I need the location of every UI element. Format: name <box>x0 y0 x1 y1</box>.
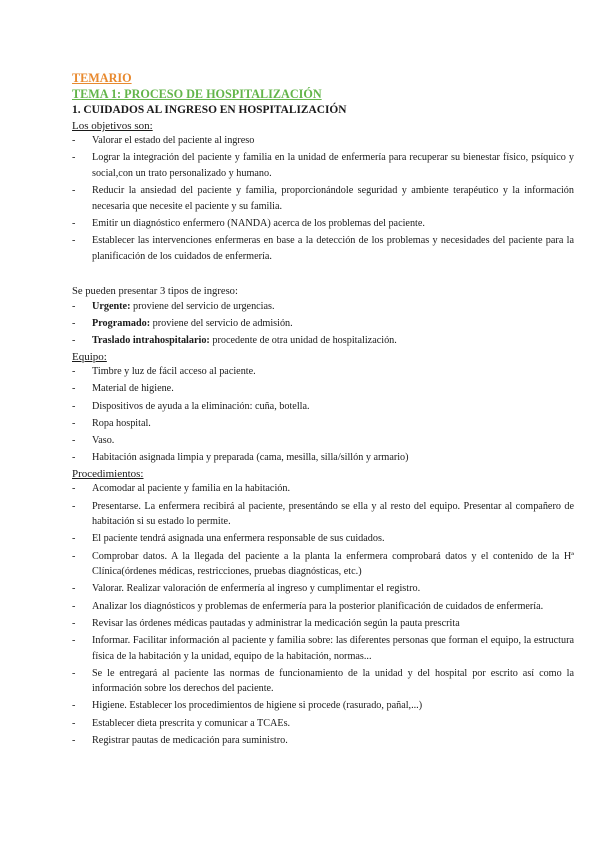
list-item <box>72 381 574 397</box>
list-item-text: Lograr la integración del paciente y familia en la unidad de enfermería para recuperar su bienestar físico, psíquico y social,con un trato personalizado y humano. <box>92 152 574 179</box>
tipo-text: proviene del servicio de urgencias. <box>130 300 275 312</box>
list-item <box>72 450 574 466</box>
dash-bullet: - <box>72 734 76 746</box>
dash-bullet: - <box>72 184 76 196</box>
dash-bullet: - <box>72 317 76 329</box>
list-item-text: Establecer dieta prescrita y comunicar a TCAEs. <box>92 717 291 729</box>
dash-bullet: - <box>72 383 76 395</box>
list-item <box>72 666 574 697</box>
tipo-label: Urgente: <box>92 300 131 312</box>
dash-bullet: - <box>72 452 76 464</box>
list-item <box>72 499 574 530</box>
dash-bullet: - <box>72 550 76 562</box>
tipo-text: proviene del servicio de admisión. <box>150 317 293 329</box>
dash-bullet: - <box>72 435 76 447</box>
dash-bullet: - <box>72 335 76 347</box>
list-item-text: Registrar pautas de medicación para suministro. <box>92 734 288 746</box>
dash-bullet: - <box>72 700 76 712</box>
list-item <box>72 364 574 380</box>
list-item-text: Ropa hospital. <box>92 417 151 429</box>
list-item <box>72 531 574 547</box>
tipo-label: Traslado intrahospitalario: <box>92 335 210 347</box>
list-item <box>72 216 574 232</box>
list-item <box>72 433 574 449</box>
list-item-text: Se le entregará al paciente las normas de funcionamiento de la unidad y del hospital por escrito así como la información sobre los derechos del paciente. <box>92 667 574 695</box>
list-item <box>72 333 574 349</box>
dash-bullet: - <box>72 667 76 679</box>
list-item-text: Vaso. <box>92 435 115 447</box>
tipo-text: procedente de otra unidad de hospitalización. <box>209 335 397 347</box>
list-item <box>72 633 574 664</box>
list-item-text: Valorar el estado del paciente al ingreso <box>92 135 255 146</box>
dash-bullet: - <box>72 600 76 612</box>
list-item <box>72 549 574 580</box>
list-item-text: Acomodar al paciente y familia en la habitación. <box>92 483 291 495</box>
list-item <box>72 599 574 615</box>
list-item <box>72 581 574 597</box>
list-item-text: Informar. Facilitar información al paciente y familia sobre: las diferentes personas que forman el equipo, la estructura física de la habitación y la unidad, equipo de la habitación, normas... <box>92 634 574 662</box>
list-item-text: Valorar. Realizar valoración de enfermería al ingreso y cumplimentar el registro. <box>92 583 421 595</box>
list-item-text: Reducir la ansiedad del paciente y familia, proporcionándole seguridad y ambiente terapéutico y la información necesaria que necesite el paciente y su familia. <box>92 184 574 212</box>
list-item-text: Presentarse. La enfermera recibirá al paciente, presentándo se ella y al resto del equipo. Presentar al compañero de habitación si su estado lo permite. <box>92 500 574 528</box>
dash-bullet: - <box>72 483 76 495</box>
objetivos-heading: Los objetivos son: <box>72 120 153 132</box>
dash-bullet: - <box>72 617 76 629</box>
list-item <box>72 481 574 497</box>
list-item <box>72 416 574 432</box>
tipos-intro: Se pueden presentar 3 tipos de ingreso: <box>72 285 238 297</box>
list-item-text: Higiene. Establecer los procedimientos de higiene si procede (rasurado, pañal,...) <box>92 700 423 712</box>
list-item-text: Analizar los diagnósticos y problemas de enfermería para la posterior planificación de cuidados de enfermería. <box>92 600 544 612</box>
list-item <box>72 316 574 332</box>
dash-bullet: - <box>72 500 76 512</box>
list-item-text: Establecer las intervenciones enfermeras en base a la detección de los problemas y necesidades del paciente para la planificación de los cuidados de enfermería. <box>92 234 574 262</box>
dash-bullet: - <box>72 417 76 429</box>
dash-bullet: - <box>72 583 76 595</box>
dash-bullet: - <box>72 533 76 545</box>
dash-bullet: - <box>72 300 76 312</box>
list-item-text: Emitir un diagnóstico enfermero (NANDA) acerca de los problemas del paciente. <box>92 217 425 229</box>
list-item <box>72 133 574 149</box>
dash-bullet: - <box>72 634 76 646</box>
list-item <box>72 616 574 632</box>
dash-bullet: - <box>72 234 76 246</box>
list-item <box>72 399 574 415</box>
procedimientos-list <box>72 481 574 748</box>
list-item-text: Material de higiene. <box>92 383 174 395</box>
dash-bullet: - <box>72 152 76 164</box>
objetivos-list <box>72 133 574 264</box>
dash-bullet: - <box>72 400 76 412</box>
list-item <box>72 716 574 732</box>
temario-heading: TEMARIO <box>72 71 132 85</box>
tipos-list <box>72 299 574 349</box>
list-item <box>72 698 574 714</box>
list-item <box>72 299 574 315</box>
dash-bullet: - <box>72 135 76 146</box>
list-item <box>72 150 574 181</box>
list-item-text: Timbre y luz de fácil acceso al paciente. <box>92 366 256 378</box>
procedimientos-heading: Procedimientos: <box>72 468 144 481</box>
list-item <box>72 183 574 214</box>
dash-bullet: - <box>72 217 76 229</box>
section-heading: 1. CUIDADOS AL INGRESO EN HOSPITALIZACIÓN <box>72 104 347 116</box>
list-item-text: Comprobar datos. A la llegada del paciente a la planta la enfermera comprobará datos y el contenido de la Hª Clínica(órdenes médicas, restricciones, pruebas diagnósticas, etc.) <box>92 550 574 578</box>
list-item-text: Dispositivos de ayuda a la eliminación: cuña, botella. <box>92 400 310 412</box>
list-item <box>72 233 574 264</box>
list-item-text: Habitación asignada limpia y preparada (cama, mesilla, silla/sillón y armario) <box>92 452 409 464</box>
tema-heading: TEMA 1: PROCESO DE HOSPITALIZACIÓN <box>72 87 322 101</box>
list-item-text: El paciente tendrá asignada una enfermera responsable de sus cuidados. <box>92 533 385 545</box>
dash-bullet: - <box>72 366 76 378</box>
equipo-heading: Equipo: <box>72 351 107 364</box>
list-item <box>72 733 574 749</box>
list-item-text: Revisar las órdenes médicas pautadas y administrar la medicación según la pauta prescrita <box>92 617 460 629</box>
tipo-label: Programado: <box>92 317 151 329</box>
dash-bullet: - <box>72 717 76 729</box>
equipo-list <box>72 364 574 466</box>
